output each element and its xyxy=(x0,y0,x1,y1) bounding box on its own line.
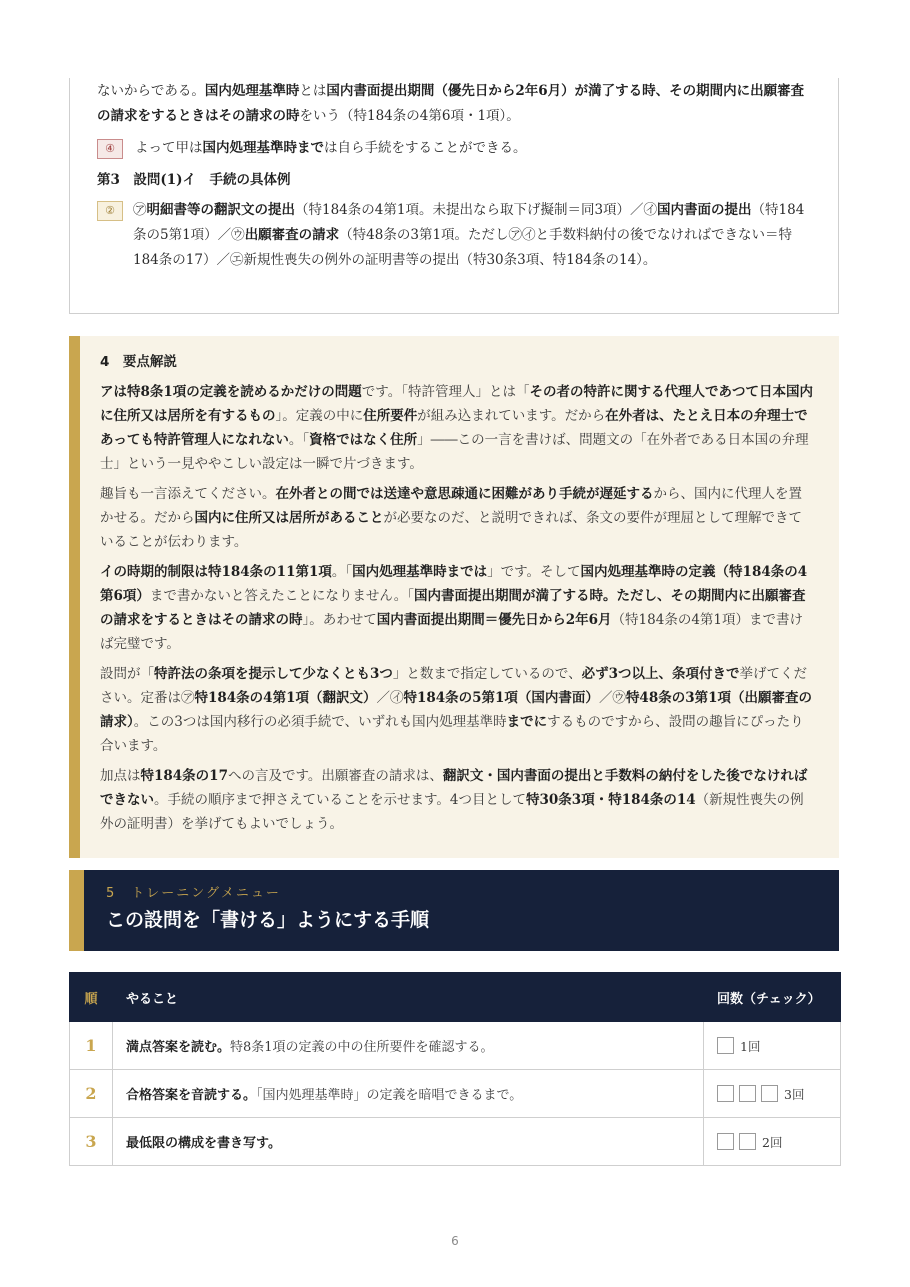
text-run-bold: 資格ではなく住所 xyxy=(309,432,418,448)
check-box[interactable] xyxy=(761,1085,778,1102)
text-run-bold: 明細書等の翻訳文の提出 xyxy=(146,202,295,218)
score-mark-4: ④ xyxy=(97,139,123,159)
text-run-bold: 国内処理基準時までは xyxy=(352,564,488,580)
text-run-bold: その者の特許に関する代理人であつて日本国内に住所又は居所を有するもの xyxy=(100,384,813,424)
table-header-row xyxy=(70,973,841,1022)
row-number: 1 xyxy=(70,1022,113,1070)
text-run: 」――この一言を書けば、問題文の「在外者である日本国の弁理士」という一見ややこしい設定は一瞬で片づきます。 xyxy=(100,432,809,472)
text-run: するものですから、設問の趣旨にぴったり合います。 xyxy=(100,714,804,754)
count-label: 3回 xyxy=(784,1086,805,1102)
text-run: が組み込まれています。だから xyxy=(417,408,606,424)
text-run-bold: 住所要件 xyxy=(363,408,418,424)
task-rest: 特8条1項の定義の中の住所要件を確認する。 xyxy=(230,1040,494,1055)
check-box[interactable] xyxy=(717,1037,734,1054)
text-run: 」と数まで指定しているので、 xyxy=(392,666,582,682)
text-run: が必要なのだ、と説明できれば、条文の要件が理屈として理解できていることが伝わります。 xyxy=(100,510,802,550)
training-menu-header xyxy=(69,870,839,951)
key-points-title: 4 要点解説 xyxy=(100,354,177,370)
table-row xyxy=(70,1022,841,1070)
check-box[interactable] xyxy=(739,1085,756,1102)
row-number: 3 xyxy=(70,1118,113,1166)
text-run-bold: 特48条の3第1項（出願審査の請求） xyxy=(100,690,813,730)
text-run: ／㋑ xyxy=(376,690,404,706)
key-point-paragraph xyxy=(100,560,815,656)
text-run-bold: 出願審査の請求 xyxy=(244,227,340,243)
task-bold: 満点答案を読む。 xyxy=(126,1040,231,1055)
count-label: 1回 xyxy=(740,1038,761,1054)
text-run: とは xyxy=(299,83,327,99)
text-run: まで書かないと答えたことになりません。「 xyxy=(149,588,414,604)
check-box[interactable] xyxy=(717,1133,734,1150)
row-task xyxy=(113,1070,704,1118)
text-run: （特184条の4第1項）まで書けば完璧です。 xyxy=(100,612,803,652)
row-task xyxy=(113,1118,704,1166)
checkbox-group xyxy=(717,1133,827,1151)
text-run-bold: までに xyxy=(506,714,548,730)
answer-paragraph xyxy=(97,79,812,129)
text-run-bold: 必ず3つ以上、条項付きで xyxy=(581,666,740,682)
text-run-bold: 在外者は、たとえ日本の弁理士であっても特許管理人になれない xyxy=(100,408,808,448)
text-run-bold: 特184条の17 xyxy=(140,768,228,784)
training-menu-title: この設問を「書ける」ようにする手順 xyxy=(106,909,430,931)
text-run-bold: 特許法の条項を提示して少なくとも3つ xyxy=(154,666,393,682)
checkbox-group xyxy=(717,1037,827,1055)
section-heading-3: 第3 設問(1)イ 手続の具体例 xyxy=(97,172,291,188)
page-number: 6 xyxy=(451,1234,459,1248)
text-run: 挙げてください。定番は㋐ xyxy=(100,666,808,706)
text-run: 加点は xyxy=(100,768,141,784)
text-run-bold: 国内書面提出期間＝優先日から2年6月 xyxy=(376,612,612,628)
text-run: ㋐ xyxy=(133,202,147,218)
text-run-bold: 国内処理基準時まで xyxy=(202,140,324,156)
text-run: （特184条の4第1項。未提出なら取下げ擬制＝同3項）／㋑ xyxy=(295,202,658,218)
key-point-paragraph xyxy=(100,662,815,758)
text-run: よって甲は xyxy=(135,140,203,156)
text-run: （特48条の3第1項。ただし㋐㋑と手数料納付の後でなければできない＝特184条の17）／㋓新規性喪失の例外の証明書等の提出（特30条3項、特184条の14）。 xyxy=(133,227,793,268)
text-run: 。「 xyxy=(288,432,310,448)
text-run: 」です。そして xyxy=(487,564,581,580)
key-point-paragraph xyxy=(100,482,815,554)
text-run-bold: 国内に住所又は居所があること xyxy=(194,510,384,526)
text-run: 設問が「 xyxy=(100,666,154,682)
table-row xyxy=(70,1118,841,1166)
text-run: です。「特許管理人」とは「 xyxy=(361,384,530,400)
mark-row-4 xyxy=(97,136,812,161)
text-run-bold: 国内処理基準時 xyxy=(204,83,300,99)
text-run: 。この3つは国内移行の必須手続で、いずれも国内処理基準時 xyxy=(133,714,507,730)
text-run: 。「 xyxy=(331,564,353,580)
count-label: 2回 xyxy=(762,1134,783,1150)
score-mark-2: ② xyxy=(97,201,123,221)
mark-row-2 xyxy=(97,198,812,273)
row-number: 2 xyxy=(70,1070,113,1118)
text-run: （特184条の5第1項）／㋒ xyxy=(133,202,805,243)
text-run: 趣旨も一言添えてください。 xyxy=(100,486,276,502)
text-run: 」。あわせて xyxy=(302,612,377,628)
text-run: への言及です。出願審査の請求は、 xyxy=(227,768,443,784)
text-run: 。手続の順序まで押さえていることを示せます。4つ目として xyxy=(154,792,527,808)
check-box[interactable] xyxy=(739,1133,756,1150)
text-run-bold: アは特8条1項の定義を読めるかだけの問題 xyxy=(100,384,362,400)
check-box[interactable] xyxy=(717,1085,734,1102)
task-bold: 合格答案を音読する。 xyxy=(126,1088,257,1103)
column-header-task: やること xyxy=(113,973,704,1022)
table-row xyxy=(70,1070,841,1118)
key-point-paragraph xyxy=(100,380,815,476)
training-menu-subtitle: 5 トレーニングメニュー xyxy=(106,886,281,901)
text-run-bold: 特184条の4第1項（翻訳文） xyxy=(194,690,377,706)
text-run: ／㋒ xyxy=(598,690,626,706)
task-rest: 「国内処理基準時」の定義を暗唱できるまで。 xyxy=(256,1088,523,1103)
text-run: ないからである。 xyxy=(97,83,205,99)
text-run-bold: 特184条の5第1項（国内書面） xyxy=(403,690,599,706)
checkbox-group xyxy=(717,1085,827,1103)
key-points-panel xyxy=(69,336,839,858)
text-run-bold: 在外者との間では送達や意思疎通に困難があり手続が遅延する xyxy=(275,486,654,502)
text-run-bold: 翻訳文・国内書面の提出と手数料の納付をした後でなければできない xyxy=(100,768,808,808)
answer-box xyxy=(69,78,839,314)
text-run: 」。定義の中に xyxy=(275,408,364,424)
text-run: をいう（特184条の4第6項・1項）。 xyxy=(299,108,520,124)
training-steps-table xyxy=(69,972,841,1166)
text-run: は自ら手続をすることができる。 xyxy=(324,140,527,156)
text-run-bold: 国内書面提出期間が満了する時。ただし、その期間内に出願審査の請求をするときはその請求の時 xyxy=(100,588,806,628)
key-point-paragraph xyxy=(100,764,815,836)
task-bold: 最低限の構成を書き写す。 xyxy=(126,1136,281,1151)
text-run-bold: 国内書面の提出 xyxy=(657,202,752,218)
column-header-order: 順 xyxy=(70,973,113,1022)
column-header-count: 回数（チェック） xyxy=(704,973,841,1022)
text-run-bold: 国内処理基準時の定義（特184条の4第6項） xyxy=(100,564,808,604)
mark2-text xyxy=(133,198,812,273)
mark4-text xyxy=(135,136,527,161)
row-count xyxy=(704,1070,841,1118)
text-run-bold: イの時期的制限は特184条の11第1項 xyxy=(100,564,332,580)
text-run-bold: 国内書面提出期間（優先日から2年6月）が満了する時、その期間内に出願審査の請求をするときはその請求の時 xyxy=(97,83,805,124)
text-run: から、国内に代理人を置かせる。だから xyxy=(100,486,802,526)
row-count xyxy=(704,1022,841,1070)
row-task xyxy=(113,1022,704,1070)
text-run-bold: 特30条3項・特184条の14 xyxy=(526,792,696,808)
row-count xyxy=(704,1118,841,1166)
text-run: （新規性喪失の例外の証明書）を挙げてもよいでしょう。 xyxy=(100,792,804,832)
